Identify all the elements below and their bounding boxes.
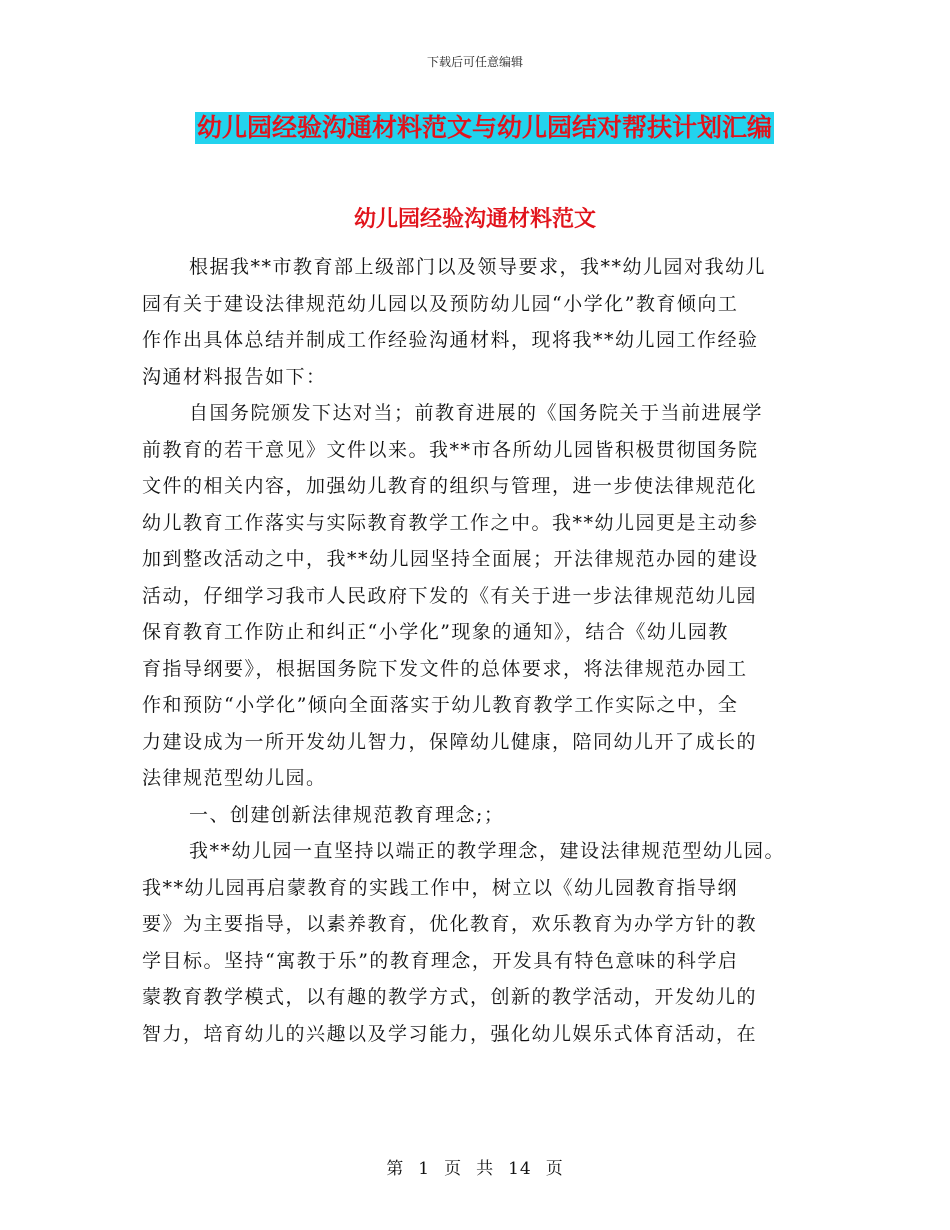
header-note: 下载后可任意编辑 [426, 55, 523, 69]
paragraph-line: 智力，培育幼儿的兴趣以及学习能力，强化幼儿娱乐式体育活动，在 [142, 1022, 758, 1045]
paragraph-line: 我**幼儿园再启蒙教育的实践工作中，树立以《幼儿园教育指导纲 [142, 876, 739, 899]
paragraph-line: 作作出具体总结并制成工作经验沟通材料，现将我**幼儿园工作经验 [142, 329, 759, 351]
page-footer [0, 1154, 950, 1179]
paragraph-line: 沟通材料报告如下： [142, 365, 327, 388]
paragraph-line: 园有关于建设法律规范幼儿园以及预防幼儿园“小学化”教育倾向工 [142, 292, 739, 315]
document-body [142, 249, 812, 1052]
total-pages: 14 [508, 1159, 532, 1179]
page-number: 1 [418, 1159, 431, 1179]
paragraph-line: 活动，仔细学习我市人民政府下发的《有关于进一步法律规范幼儿园 [142, 584, 758, 607]
paragraph-line: 文件的相关内容，加强幼儿教育的组织与管理，进一步使法律规范化 [142, 475, 758, 497]
footer-ye: 页 [444, 1159, 463, 1179]
paragraph-line: 前教育的若干意见》文件以来。我**市各所幼儿园皆积极贯彻国务院 [142, 438, 759, 461]
paragraph-line: 作和预防“小学化”倾向全面落实于幼儿教育教学工作实际之中，全 [142, 694, 739, 716]
paragraph-line: 根据我**市教育部上级部门以及领导要求，我**幼儿园对我幼儿 [189, 256, 767, 278]
paragraph-line: 法律规范型幼儿园。 [142, 767, 327, 789]
footer-ye2: 页 [545, 1159, 564, 1179]
paragraph-line: 要》为主要指导，以素养教育，优化教育，欢乐教育为办学方针的教 [142, 913, 758, 935]
paragraph-line: 学目标。坚持“寓教于乐”的教育理念，开发具有特色意味的科学启 [142, 949, 739, 972]
document-title: 幼儿园经验沟通材料范文与幼儿园结对帮扶计划汇编 [197, 113, 773, 142]
footer-gong: 共 [476, 1159, 495, 1179]
paragraph-line: 力建设成为一所开发幼儿智力，保障幼儿健康，陪同幼儿开了成长的 [142, 730, 758, 753]
section-heading: 一、创建创新法律规范教育理念;； [189, 803, 505, 826]
paragraph-line: 育指导纲要》，根据国务院下发文件的总体要求，将法律规范办园工 [142, 657, 748, 680]
paragraph-line: 我**幼儿园一直坚持以端正的教学理念，建设法律规范型幼儿园。 [189, 840, 786, 862]
paragraph-line: 自国务院颁发下达对当；前教育进展的《国务院关于当前进展学 [189, 402, 764, 424]
paragraph-line: 幼儿教育工作落实与实际教育教学工作之中。我**幼儿园更是主动参 [142, 511, 759, 534]
paragraph-line: 加到整改活动之中，我**幼儿园坚持全面展；开法律规范办园的建设 [142, 548, 759, 570]
paragraph-line: 蒙教育教学模式，以有趣的教学方式，创新的教学活动，开发幼儿的 [142, 986, 758, 1008]
footer-di: 第 [386, 1159, 405, 1179]
paragraph-line: 保育教育工作防止和纠正“小学化”现象的通知》，结合《幼儿园教 [142, 621, 729, 643]
section-title: 幼儿园经验沟通材料范文 [353, 206, 596, 232]
